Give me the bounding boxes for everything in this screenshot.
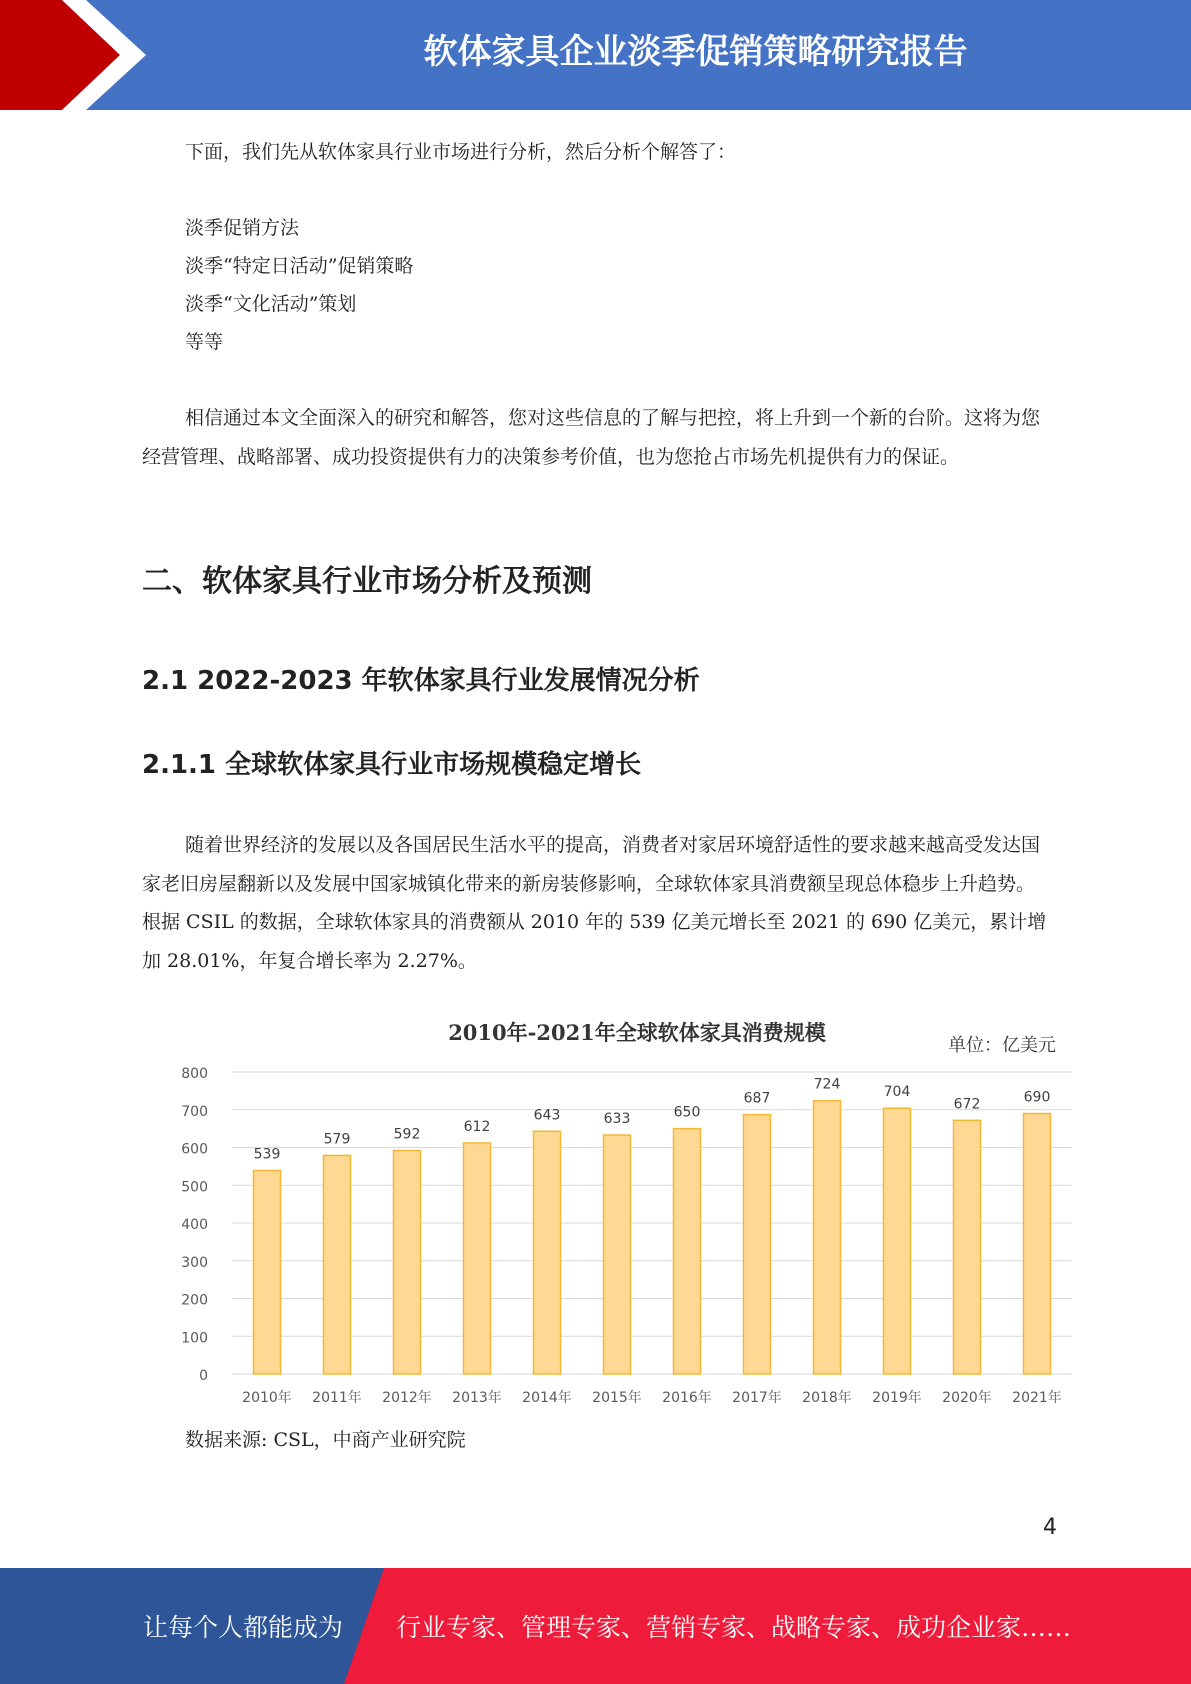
y-tick-label: 600 [181, 1141, 208, 1158]
data-source-note: 数据来源: CSL，中商产业研究院 [185, 1429, 466, 1451]
bar-value-label: 650 [673, 1104, 701, 1121]
page-number: 4 [1043, 1515, 1057, 1540]
y-tick-label: 500 [181, 1179, 208, 1196]
bar-2020年 [954, 1120, 981, 1374]
chart-bars [254, 1101, 1051, 1374]
intro-list [142, 209, 1047, 361]
bar-2018年 [814, 1101, 841, 1374]
x-tick-label: 2012年 [382, 1390, 432, 1406]
bar-2019年 [884, 1108, 911, 1374]
intro-closing: 相信通过本文全面深入的研究和解答，您对这些信息的了解与把控，将上升到一个新的台阶。这将为您经营管理、战略部署、成功投资提供有力的决策参考价值，也为您抢占市场先机提供有力的保证。 [142, 407, 1041, 468]
bar-value-label: 687 [743, 1090, 771, 1107]
y-tick-label: 400 [181, 1217, 208, 1233]
bar-2013年 [464, 1143, 491, 1374]
section-body-block [142, 826, 1047, 980]
list-item: 等等 [185, 331, 224, 353]
bar-value-label: 612 [463, 1118, 491, 1135]
y-tick-label: 100 [181, 1330, 208, 1347]
bar-2010年 [254, 1171, 281, 1374]
x-tick-label: 2016年 [662, 1390, 712, 1406]
bar-value-label: 643 [533, 1107, 561, 1124]
chart-title: 2010年-2021年全球软体家具消费规模 [448, 1020, 826, 1045]
bar-value-label: 592 [393, 1126, 421, 1143]
chart-unit-label: 单位：亿美元 [948, 1035, 1056, 1056]
y-tick-label: 200 [181, 1292, 208, 1309]
list-item: 淡季“文化活动”策划 [185, 293, 357, 315]
x-tick-label: 2019年 [872, 1390, 922, 1406]
list-item: 淡季“特定日活动”促销策略 [185, 255, 414, 277]
x-tick-label: 2011年 [312, 1390, 362, 1406]
chart-y-axis [181, 1066, 208, 1384]
subsubsection-heading: 2.1.1 全球软体家具行业市场规模稳定增长 [142, 750, 642, 780]
y-tick-label: 800 [181, 1066, 208, 1082]
x-tick-label: 2018年 [802, 1390, 852, 1406]
x-tick-label: 2021年 [1012, 1390, 1062, 1406]
bar-chart [180, 1000, 1080, 1420]
intro-closing-block [142, 399, 1047, 476]
y-tick-label: 0 [199, 1368, 208, 1384]
bar-value-label: 704 [883, 1084, 911, 1101]
section-body: 随着世界经济的发展以及各国居民生活水平的提高，消费者对家居环境舒适性的要求越来越高受发达国家老旧房屋翻新以及发展中国家城镇化带来的新房装修影响，全球软体家具消费额呈现总体稳步上升趋势。根据 CSIL 的数据，全球软体家具的消费额从 2010 年的 539 亿美元增长至 2021 的 690 亿美元，累计增加 28.01%，年复合增长率为 2.27%。 [142, 834, 1047, 972]
bar-value-label: 633 [603, 1111, 631, 1128]
footer-slogan-left: 让每个人都能成为 [143, 1613, 344, 1642]
bar-value-label: 672 [953, 1096, 981, 1113]
chart-data-labels [254, 1077, 1051, 1163]
intro-lead: 下面，我们先从软体家具行业市场进行分析，然后分析个解答了： [185, 141, 737, 163]
bar-2011年 [324, 1155, 351, 1374]
y-tick-label: 700 [181, 1103, 208, 1120]
y-tick-label: 300 [181, 1254, 208, 1271]
list-item: 淡季促销方法 [185, 217, 300, 239]
bar-value-label: 579 [323, 1131, 351, 1148]
report-title: 软体家具企业淡季促销策略研究报告 [423, 32, 968, 72]
bar-2021年 [1024, 1114, 1051, 1374]
x-tick-label: 2017年 [732, 1390, 782, 1406]
bar-2012年 [394, 1151, 421, 1374]
bar-value-label: 690 [1023, 1089, 1051, 1106]
section-heading: 二、软体家具行业市场分析及预测 [142, 564, 592, 599]
x-tick-label: 2013年 [452, 1390, 502, 1406]
bar-2017年 [744, 1115, 771, 1374]
x-tick-label: 2014年 [522, 1390, 572, 1406]
intro-block [142, 133, 1047, 172]
x-tick-label: 2010年 [242, 1390, 292, 1406]
x-tick-label: 2015年 [592, 1390, 642, 1406]
subsection-heading: 2.1 2022-2023 年软体家具行业发展情况分析 [142, 666, 700, 696]
chart-canvas [180, 1000, 1080, 1420]
bar-2016年 [674, 1129, 701, 1374]
bar-value-label: 724 [813, 1076, 841, 1093]
chart-gridlines [232, 1072, 1072, 1374]
header-arrow-decoration [0, 0, 220, 110]
x-tick-label: 2020年 [942, 1390, 992, 1406]
bar-2014年 [534, 1131, 561, 1374]
bar-value-label: 539 [253, 1146, 281, 1163]
page-header [0, 0, 1191, 110]
chart-x-axis [242, 1389, 1062, 1406]
footer-slogan-right: 行业专家、管理专家、营销专家、战略专家、成功企业家…… [396, 1613, 1072, 1642]
bar-2015年 [604, 1135, 631, 1374]
